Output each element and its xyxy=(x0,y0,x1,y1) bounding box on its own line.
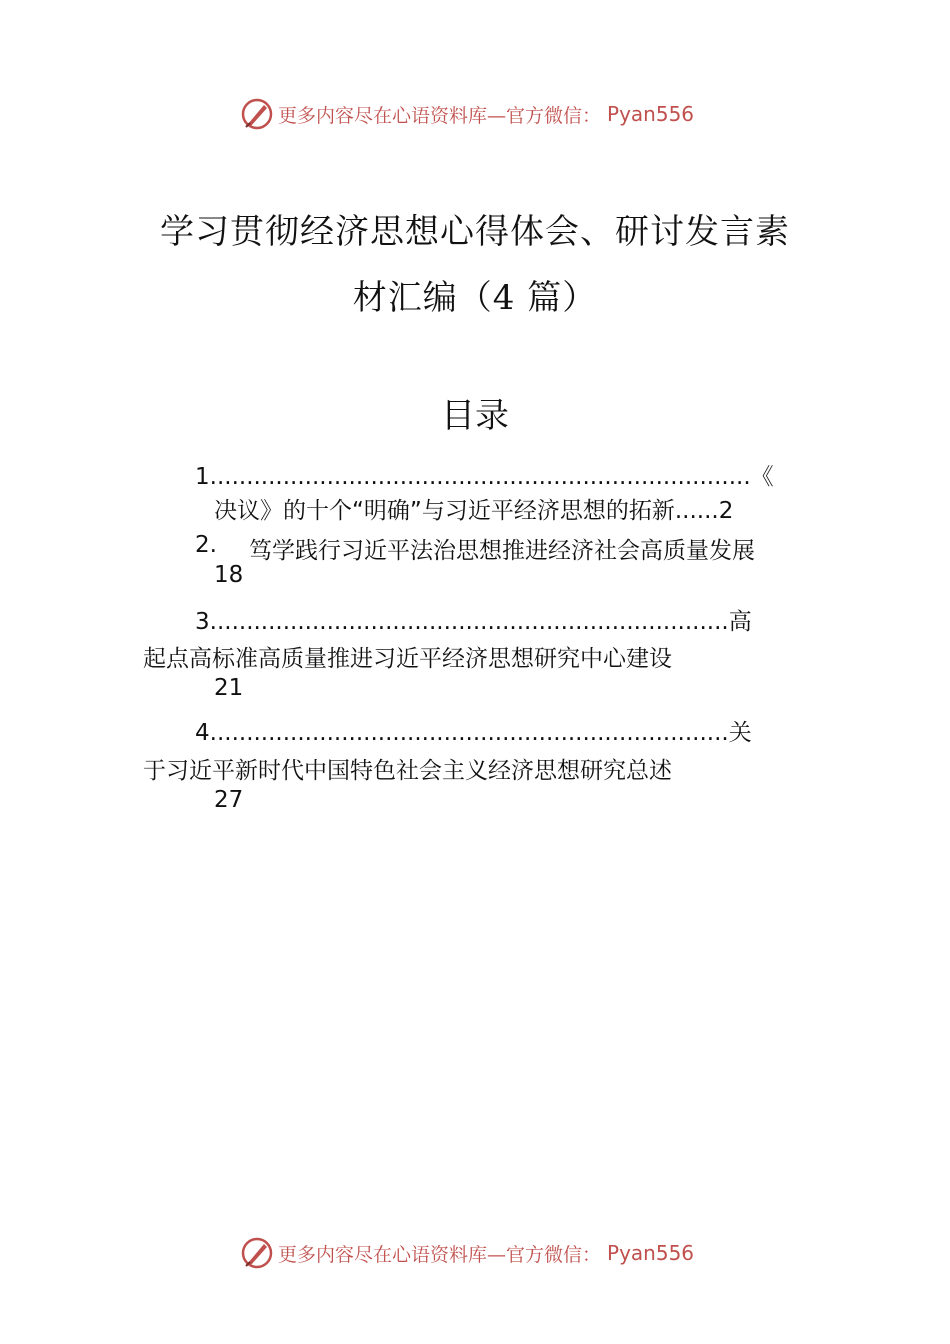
toc-entry-4-page: 27 xyxy=(214,787,244,813)
footer-watermark xyxy=(240,1235,694,1271)
quill-logo-icon xyxy=(240,97,274,131)
watermark-text: 更多内容尽在心语资料库 xyxy=(278,1243,488,1266)
toc-entry-3-page: 21 xyxy=(214,675,244,701)
toc-entry-3-line2: 起点高标准高质量推进习近平经济思想研究中心建设 xyxy=(143,646,672,672)
watermark-wechat-id: Pyan556 xyxy=(607,1241,695,1265)
toc-entry-3-line1: 3.......................................................................高 xyxy=(195,609,752,635)
watermark-separator: —官方微信： xyxy=(487,1243,602,1266)
toc-entry-4-line2: 于习近平新时代中国特色社会主义经济思想研究总述 xyxy=(143,758,672,784)
toc-entry-2-title: 笃学践行习近平法治思想推进经济社会高质量发展 xyxy=(249,538,755,564)
toc-entry-1-line1: 1..........................................................................《 xyxy=(195,464,774,490)
quill-logo-icon xyxy=(240,1236,274,1270)
toc-entry-4-line1: 4.......................................................................关 xyxy=(195,720,752,746)
watermark-separator: —官方微信： xyxy=(487,104,602,127)
watermark-text: 更多内容尽在心语资料库 xyxy=(278,104,488,127)
watermark-wechat-id: Pyan556 xyxy=(607,102,695,126)
toc-entry-1-line2: 决议》的十个“明确”与习近平经济思想的拓新......2 xyxy=(214,498,734,524)
header-watermark xyxy=(240,96,694,132)
toc-entry-2-number: 2. xyxy=(195,532,217,558)
document-title-line1: 学习贯彻经济思想心得体会、研讨发言素 xyxy=(160,212,790,252)
document-title-line2: 材汇编（4 篇） xyxy=(352,278,598,318)
toc-entry-2-page: 18 xyxy=(214,562,244,588)
toc-heading: 目录 xyxy=(441,396,509,436)
